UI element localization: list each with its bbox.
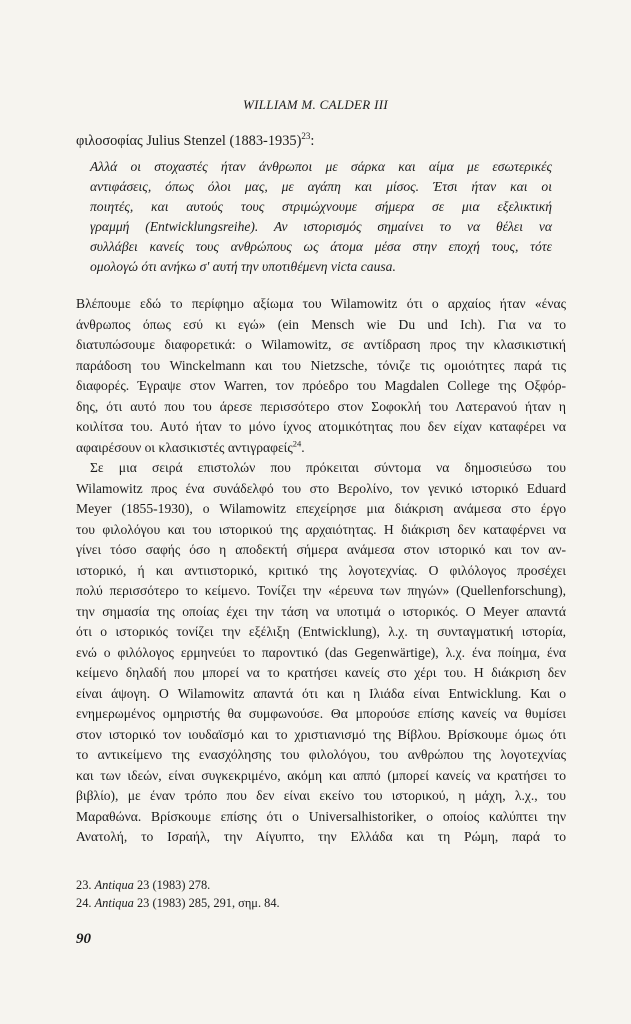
body-line: είναι άψογη. Ο Wilamowitz απαντά ότι και η Ιλιάδα είναι Entwicklung. Και ο <box>76 685 566 701</box>
footnote-number: 24. <box>76 896 92 910</box>
note-ref-24: 24 <box>292 437 302 448</box>
body-line: ιστορικό, ή και αντιιστορικό, κριτικό της λογοτεχνίας. Ο φιλόλογος προσέχει <box>76 562 566 578</box>
body-line: διαφορές. Έγραψε στον Warren, τον πρόεδρο του Magdalen College της Οξφόρ- <box>76 378 566 393</box>
body-line: ενώ ο φιλόλογος ερμηνεύει το παροντικό (das Gegenwärtige), λ.χ. ένα ποίημα, ένα <box>76 644 566 660</box>
body-line: το αντικείμενο της ενασχόλησης του φιλολόγου, του ανθρώπου της λογοτεχνίας <box>76 747 566 762</box>
body-line: πολύ περισσότερο το κείμενο. Τονίζει την «έρευνα των πηγών» (Quellenforschung), <box>76 583 566 598</box>
footnote-24 <box>76 894 566 912</box>
intro-tail: : <box>310 132 315 149</box>
body-line: Σε μια σειρά επιστολών που πρόκειται σύντομα να δημοσιεύσω του <box>90 460 566 475</box>
quote-line: ομολογώ ότι ανήκω σ' αυτή την υποτιθέμενη victa causa. <box>90 259 396 274</box>
body-line: ότι ο ιστορικός τονίζει την εξέλιξη (Entwicklung), λ.χ. τη συνταγματική ιστορία, <box>76 624 566 639</box>
body-line: Βλέπουμε εδώ το περίφημο αξίωμα του Wilamowitz ότι ο αρχαίος ήταν «ένας <box>76 296 566 311</box>
footnote-citation: 23 (1983) 285, 291, σημ. 84. <box>136 896 280 910</box>
body-line: γίνει τόσο σαφής όσο η αποδεκτή σήμερα ανάμεσα στον ιστορικό και τον αν- <box>76 542 566 557</box>
body-line: δης, ότι αυτό που του άρεσε περισσότερο στον Σοφοκλή του Λατερανού ήταν η <box>76 398 566 414</box>
body-line: στον ιστορικό τον ιουδαϊσμό και το χριστιανισμό της Βίβλου. Βρίσκουμε όμως ότι <box>76 726 566 742</box>
quote-line: Αλλά οι στοχαστές ήταν άνθρωποι με σάρκα και αίμα με εσωτερικές <box>90 159 552 174</box>
body-line: διατυπώσουμε διαφορετικά: ο Wilamowitz, σε αντίδραση προς την κλασικιστική <box>76 337 566 352</box>
footnote-journal: Antiqua <box>94 878 134 892</box>
body-line-text: αφαιρέσουν οι κλασικιστές αντιγραφείς <box>76 439 293 455</box>
body-text <box>76 294 566 848</box>
body-line: και των ιδεών, είναι συγκεκριμένο, ακόμη και αππό (μπορεί κανείς να κρατήσει το <box>76 767 566 783</box>
body-line: κείμενο δηλαδή που μπορεί να το κρατήσει κανείς στο χέρι του. Η διάκριση δεν <box>76 665 566 680</box>
body-line: του φιλολόγου και του ιστορικού της αρχαιότητας. Η διάκριση δεν καταφέρνει να <box>76 521 566 537</box>
footnote-journal: Antiqua <box>94 896 134 910</box>
quote-line: συλλάβει κανείς τους ανθρώπους ως άτομα μέσα στην εποχή τους, τότε <box>90 239 552 254</box>
intro-text: φιλοσοφίας Julius Stenzel (1883-1935) <box>76 132 302 149</box>
intro-line <box>76 126 566 151</box>
body-line: κοιλίτσα του. Αυτό ήταν το μόνο ίχνος ατομικότητας που δεν είχαν καταφέρει να <box>76 419 566 434</box>
quote-line: γραμμή (Entwicklungsreihe). Αν ιστορισμός σημαίνει το να θέλει να <box>90 219 552 234</box>
note-ref-23: 23 <box>301 131 311 141</box>
body-line: την σημασία της οποίας έχει την τάση να υποτιμά ο ιστορικός. Ο Meyer απαντά <box>76 603 566 619</box>
footnote-citation: 23 (1983) 278. <box>136 878 211 892</box>
body-line: βιβλίο), με έναν τρόπο που δεν είναι εκείνο του ιστορικού, η μάχη, λ.χ., του <box>76 788 566 803</box>
body-line: άνθρωπος όπως εσύ κι εγώ» (ein Mensch wie Du und Ich). Για να το <box>76 316 566 332</box>
running-header: WILLIAM M. CALDER III <box>243 97 388 112</box>
body-line: Μαραθώνα. Βρίσκουμε επίσης ότι ο Universalhistoriker, ο οποίος καλύπτει την <box>76 808 566 824</box>
body-line: αφαιρέσουν οι κλασικιστές αντιγραφείς$^{24}$. <box>76 437 305 455</box>
body-line: παράδοση του Winckelmann και του Nietzsche, τόνιζε τις ομοιότητες παρά τις <box>76 357 566 373</box>
body-line: Wilamowitz προς ένα συνάδελφό του στο Βερολίνο, τον γενικό ιστορικό Eduard <box>76 480 566 496</box>
body-line: Meyer (1855-1930), ο Wilamowitz επεχείρησε μια διάκριση ανάμεσα στο έργο <box>76 501 566 516</box>
footnote-23 <box>76 876 566 894</box>
footnote-number: 23. <box>76 878 92 892</box>
body-line: Ανατολή, το Ισραήλ, την Αίγυπτο, την Ελλάδα και τη Ρώμη, παρά το <box>76 829 566 844</box>
quote-line: αντιφάσεις, όπως όλοι μας, με αγάπη και μίσος. Έτσι ήταν και οι <box>90 179 552 194</box>
block-quote <box>90 157 552 277</box>
quote-line: ποιητές, και αυτούς τους στριμώχνουμε σήμερα σε μια εξελικτική <box>90 199 552 214</box>
body-line: ενημερωμένος ομηριστής θα συμφωνούσε. Θα μπορούσε επίσης κανείς να θυμίσει <box>76 706 566 721</box>
footnotes <box>76 876 566 912</box>
page-number: 90 <box>76 931 91 947</box>
